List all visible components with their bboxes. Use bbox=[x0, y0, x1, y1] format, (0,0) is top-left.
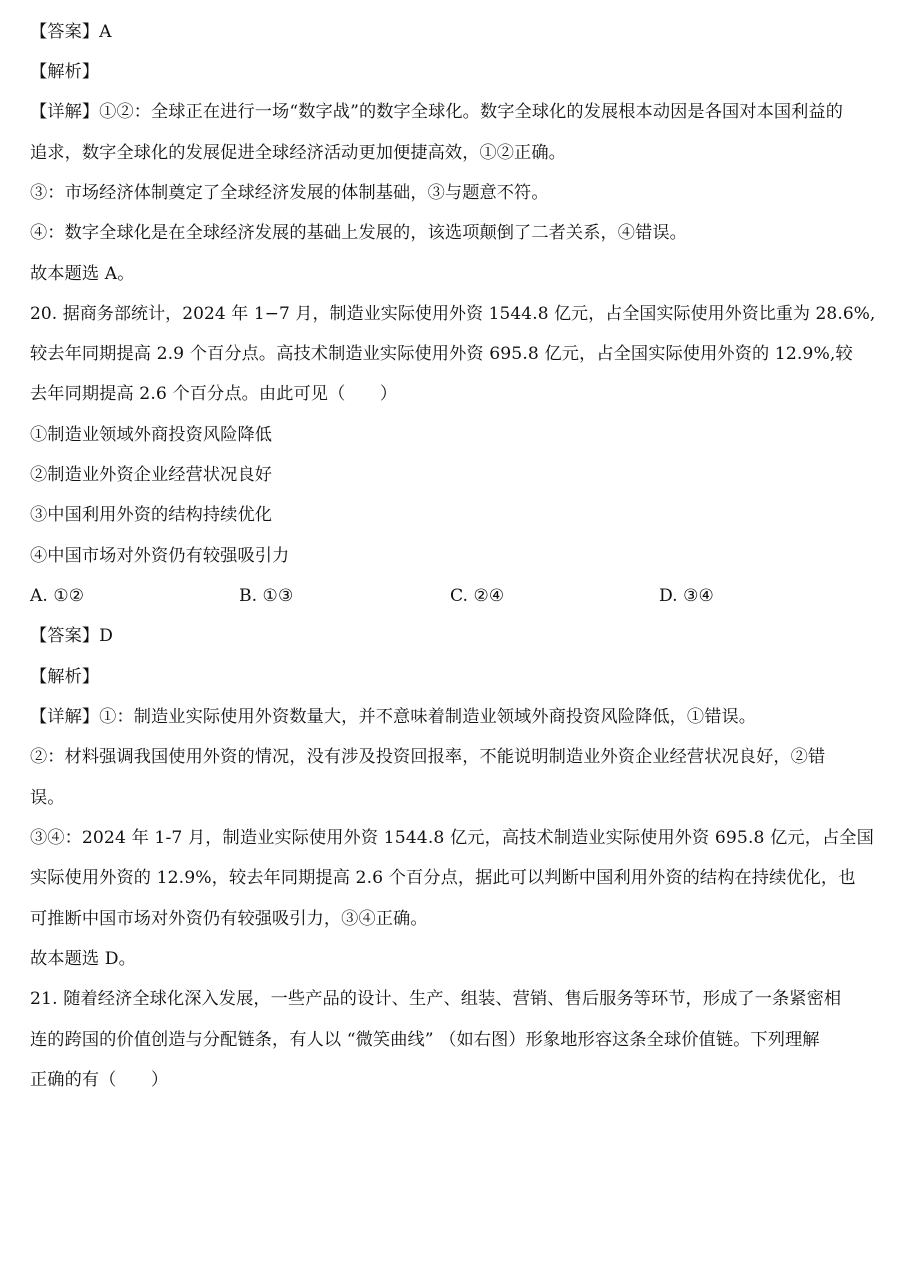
q20-stem-line: 去年同期提高 2.6 个百分点。由此可见（ ） bbox=[30, 384, 398, 404]
q19-answer: 【答案】A bbox=[30, 22, 112, 42]
q20-option-b: B. ①③ bbox=[239, 586, 294, 606]
q20-detail-line: 【详解】①：制造业实际使用外资数量大，并不意味着制造业领域外商投资风险降低，①错误。 bbox=[30, 707, 757, 727]
q20-statement-2: ②制造业外资企业经营状况良好 bbox=[30, 465, 273, 485]
q20-analysis-label: 【解析】 bbox=[30, 667, 100, 687]
q20-detail-line: ③④：2024 年 1-7 月，制造业实际使用外资 1544.8 亿元，高技术制造业实际使用外资 695.8 亿元，占全国 bbox=[30, 828, 874, 848]
q20-statement-4: ④中国市场对外资仍有较强吸引力 bbox=[30, 546, 290, 566]
q19-detail-line: ④：数字全球化是在全球经济发展的基础上发展的，该选项颠倒了二者关系，④错误。 bbox=[30, 223, 687, 243]
q20-detail-line: ②：材料强调我国使用外资的情况，没有涉及投资回报率，不能说明制造业外资企业经营状况良好，②错 bbox=[30, 747, 826, 767]
q21-stem-line: 21. 随着经济全球化深入发展，一些产品的设计、生产、组装、营销、售后服务等环节，形成了一条紧密相 bbox=[30, 989, 842, 1009]
q20-conclusion: 故本题选 D。 bbox=[30, 949, 136, 969]
q19-analysis-label: 【解析】 bbox=[30, 62, 100, 82]
q19-detail-line: 追求，数字全球化的发展促进全球经济活动更加便捷高效，①②正确。 bbox=[30, 143, 566, 163]
q21-stem-line: 连的跨国的价值创造与分配链条，有人以 “微笑曲线” （如右图）形象地形容这条全球价值链。下列理解 bbox=[30, 1030, 820, 1050]
q20-option-c: C. ②④ bbox=[450, 586, 505, 606]
q20-option-a: A. ①② bbox=[30, 586, 85, 606]
q20-stem-line: 20. 据商务部统计，2024 年 1−7 月，制造业实际使用外资 1544.8 亿元，占全国实际使用外资比重为 28.6%, bbox=[30, 304, 876, 324]
q21-stem-line: 正确的有（ ） bbox=[30, 1070, 169, 1090]
q20-detail-line: 误。 bbox=[30, 788, 65, 808]
q20-statement-3: ③中国利用外资的结构持续优化 bbox=[30, 505, 273, 525]
q20-answer: 【答案】D bbox=[30, 626, 114, 646]
q20-stem-line: 较去年同期提高 2.9 个百分点。高技术制造业实际使用外资 695.8 亿元，占全国实际使用外资的 12.9%,较 bbox=[30, 344, 853, 364]
q20-detail-line: 可推断中国市场对外资仍有较强吸引力，③④正确。 bbox=[30, 909, 428, 929]
q20-statement-1: ①制造业领域外商投资风险降低 bbox=[30, 425, 273, 445]
q20-detail-line: 实际使用外资的 12.9%，较去年同期提高 2.6 个百分点，据此可以判断中国利用外资的结构在持续优化，也 bbox=[30, 868, 856, 888]
q19-conclusion: 故本题选 A。 bbox=[30, 264, 135, 284]
q19-detail-line: 【详解】①②：全球正在进行一场“数字战”的数字全球化。数字全球化的发展根本动因是各国对本国利益的 bbox=[30, 102, 844, 122]
q19-detail-line: ③：市场经济体制奠定了全球经济发展的体制基础，③与题意不符。 bbox=[30, 183, 549, 203]
q20-option-d: D. ③④ bbox=[659, 586, 714, 606]
